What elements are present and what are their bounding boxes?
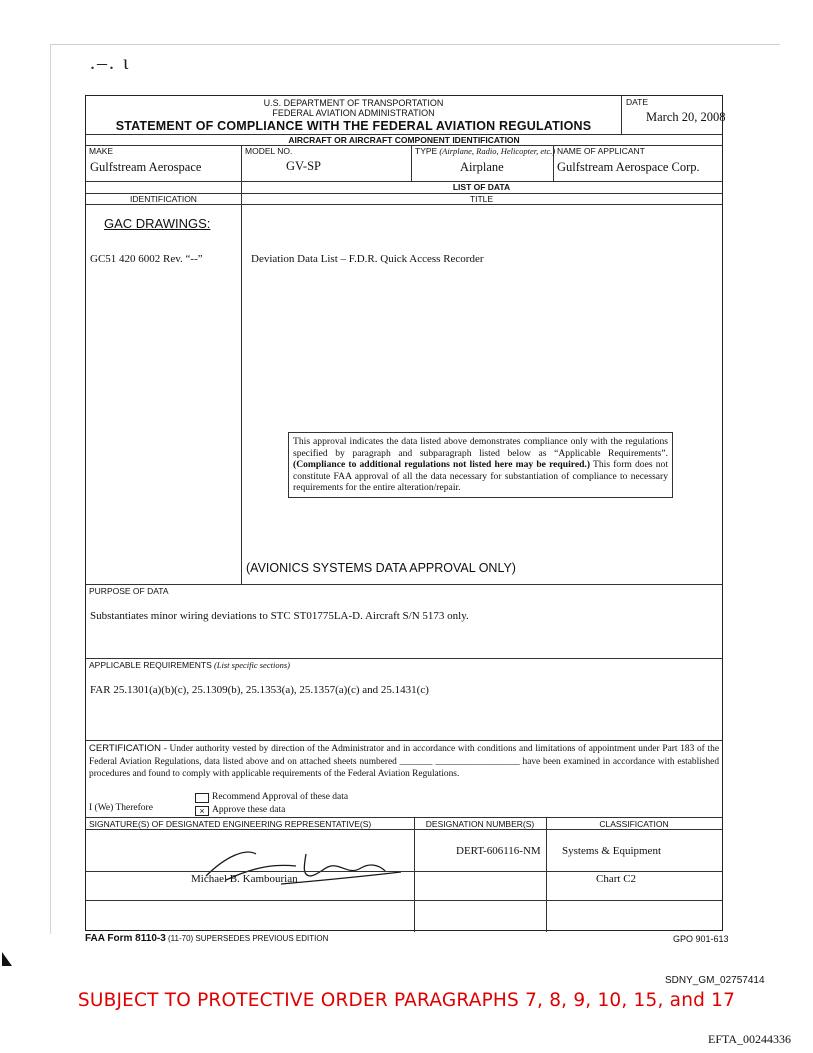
recommend-label: Recommend Approval of these data [212,792,349,802]
date-label: DATE [626,97,649,107]
drawing-title: Deviation Data List – F.D.R. Quick Access Recorder [251,253,484,265]
form-number: FAA Form 8110-3 [85,933,166,944]
classification-value: Systems & Equipment [562,845,661,857]
rule [86,584,722,585]
corner-mark [2,952,12,966]
rule [86,204,722,205]
approve-checkbox[interactable]: × [195,806,209,816]
approval-notice-text: This approval indicates the data listed above demonstrates compliance only with the regulations specified by paragraph and subparagraph listed below as “Applicable Requirements”. [293,436,668,459]
form-title: STATEMENT OF COMPLIANCE WITH THE FEDERAL AVIATION REGULATIONS [115,119,592,133]
page-top-rule [50,44,780,45]
model-label: MODEL NO. [245,146,293,156]
approve-label: Approve these data [212,805,286,815]
faa-form-8110-3 [85,95,726,931]
rule [86,900,722,901]
column-divider [411,145,412,181]
form-footer [85,933,328,944]
rule [86,829,722,830]
protective-order-notice: SUBJECT TO PROTECTIVE ORDER PARAGRAPHS 7, 8, 9, 10, 15, and 17 [77,990,736,1011]
classification-label: CLASSIFICATION [599,819,669,829]
type-value: Airplane [460,160,504,174]
department-name: U.S. DEPARTMENT OF TRANSPORTATION [263,98,444,108]
drawing-identification: GC51 420 6002 Rev. “--” [90,253,203,265]
column-divider [546,817,547,932]
model-value: GV-SP [286,159,321,173]
list-section-title: LIST OF DATA [452,182,511,192]
classification-sub: Chart C2 [596,873,637,885]
certification-text-1: - Under authority vested by direction of the Administrator and in accordance with conditions and limitations of appointment under Part 183 of the Federal Aviation Regulations, data listed above and on attached sheets numbered _______ [89,744,719,767]
purpose-label: PURPOSE OF DATA [89,586,169,596]
purpose-value: Substantiates minor wiring deviations to STC ST01775LA-D. Aircraft S/N 5173 only. [90,610,469,622]
signature-label: SIGNATURE(S) OF DESIGNATED ENGINEERING REPRESENTATIVE(S) [89,819,372,829]
requirements-label: APPLICABLE REQUIREMENTS [89,660,212,670]
identification-label: IDENTIFICATION [130,194,197,204]
signer-name: Michael B. Kambourian [191,873,298,885]
date-value: March 20, 2008 [646,110,726,124]
recommend-checkbox[interactable] [195,793,209,803]
approval-notice [288,432,673,498]
rule [86,740,722,741]
designation-label: DESIGNATION NUMBER(S) [425,819,535,829]
rule [86,817,722,818]
make-value: Gulfstream Aerospace [90,160,202,174]
applicant-label: NAME OF APPLICANT [557,146,645,156]
form-edition: (11-70) SUPERSEDES PREVIOUS EDITION [165,934,329,943]
designation-value: DERT-606116-NM [456,845,541,857]
make-label: MAKE [89,146,114,156]
rule [86,871,722,872]
gpo-number: GPO 901-613 [673,934,729,944]
rule [86,658,722,659]
requirements-label-group [89,660,290,670]
administration-name: FEDERAL AVIATION ADMINISTRATION [272,108,435,118]
requirements-value: FAR 25.1301(a)(b)(c), 25.1309(b), 25.1353(a), 25.1357(a)(c) and 25.1431(c) [90,684,429,696]
bates-number: SDNY_GM_02757414 [665,975,765,986]
avionics-note: (AVIONICS SYSTEMS DATA APPROVAL ONLY) [246,561,516,575]
handwritten-mark: .–. ι [90,52,131,74]
applicant-value: Gulfstream Aerospace Corp. [557,160,700,174]
column-divider [241,204,242,584]
certification-text-2: __________________ have been examined in accordance with established procedures and found to comply with applicable requirements of the Federal Aviation Regulations. [89,756,720,779]
page-left-rule [50,44,51,934]
date-divider [621,96,622,134]
requirements-hint: (List specific sections) [213,660,290,670]
certification-text [89,743,719,781]
certification-label: CERTIFICATION [89,743,161,754]
gac-drawings-heading: GAC DRAWINGS: [104,216,211,231]
approval-notice-text: This form does not constitute FAA approval of all the data necessary for substantiation of compliance to necessary requirements for the entire alteration/repair. [293,459,668,494]
type-label-group [415,146,555,156]
type-label: TYPE [415,146,438,156]
title-label: TITLE [469,194,494,204]
efta-number: EFTA_00244336 [708,1032,792,1046]
approval-notice-bold: (Compliance to additional regulations not listed here may be required.) [293,459,591,471]
therefore-label: I (We) Therefore [89,803,153,813]
type-hint: (Airplane, Radio, Helicopter, etc.) [439,146,556,156]
aircraft-section-title: AIRCRAFT OR AIRCRAFT COMPONENT IDENTIFICATION [288,135,520,145]
